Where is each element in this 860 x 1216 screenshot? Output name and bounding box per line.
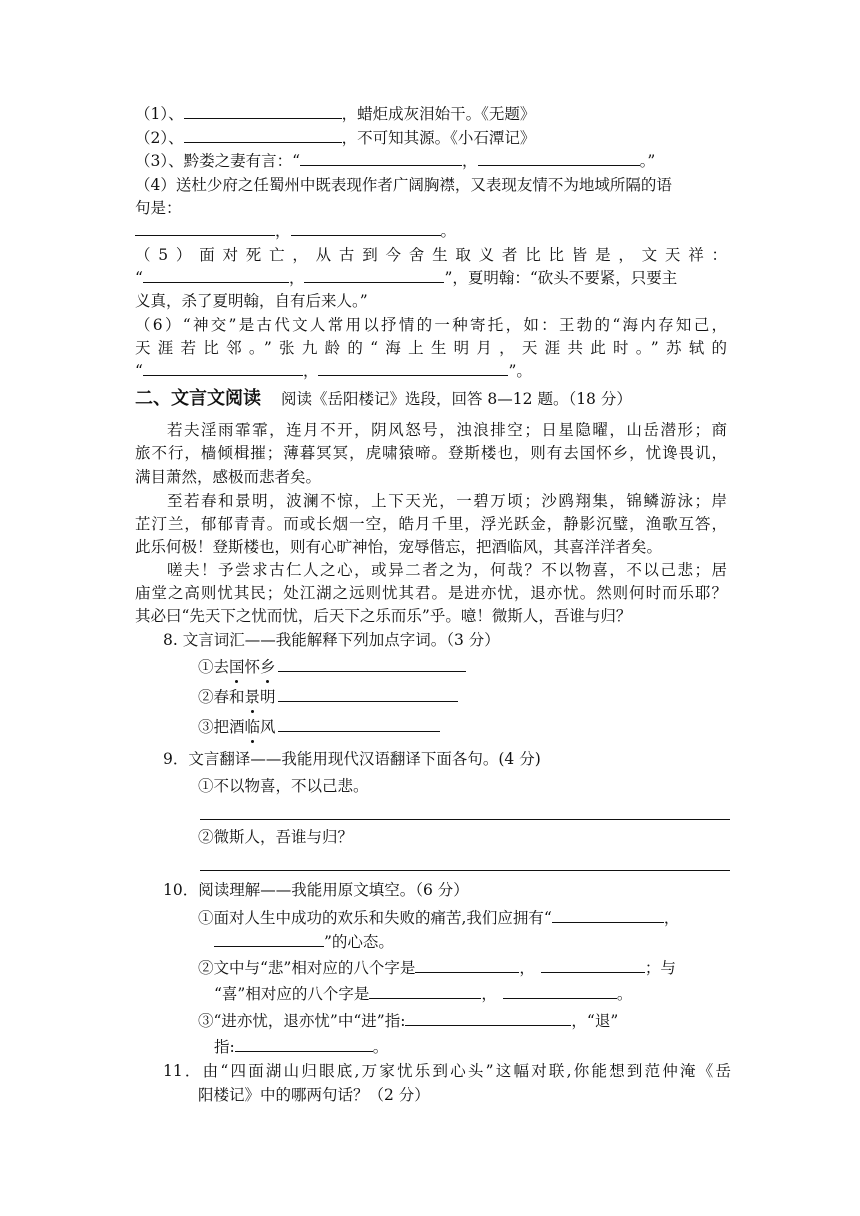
answer-blank[interactable] [184,103,342,119]
q10-c-line1: ③“进亦忧，退亦忧”中“进”指: ，“退” [198,1012,619,1030]
fill-q5-line3: 义真，杀了夏明翰，自有后来人。” [135,292,368,310]
answer-blank[interactable] [135,220,275,236]
q10-a-line1: ①面对人生中成功的欢乐和失败的痛苦,我们应拥有“ ， [198,909,680,927]
q11-line2: 阳楼记》中的哪两句话？（2 分） [198,1086,430,1104]
q10-a-line2: ”的心态。 [214,931,394,953]
answer-blank[interactable] [235,1036,373,1052]
q11-line1: 11．由“四面湖山归眼底,万家忧乐到心头”这幅对联,你能想到范仲淹《岳 [163,1062,731,1080]
answer-blank[interactable] [143,267,289,283]
answer-blank[interactable] [318,360,508,376]
answer-blank[interactable] [278,656,466,672]
answer-blank[interactable] [278,716,440,732]
passage-p2-line1: 至若春和景明，波澜不惊，上下天光，一碧万顷；沙鸥翔集，锦鳞游泳；岸 [167,492,727,510]
fill-q5-line2: “ ， ”，夏明翰：“砍头不要紧，只要主 [135,269,678,287]
answer-blank[interactable] [541,957,645,973]
q9-sentence1: ①不以物喜，不以己悲。 [198,777,369,795]
fill-q6-line3: “ ， ”。 [135,362,532,380]
answer-blank[interactable] [304,267,444,283]
q10-title: 10．阅读理解——我能用原文填空。（6 分） [163,881,469,899]
section-heading: 二、文言文阅读 阅读《岳阳楼记》选段，回答 8—12 题。（18 分） [135,388,632,409]
fill-q1: （1）、 ，蜡炬成灰泪始干。《无题》 [135,105,536,123]
fill-q2: （2）、 ，不可知其源。《小石潭记》 [135,129,536,147]
q8-item1: ①去国怀乡 [198,656,466,678]
answer-blank[interactable] [143,360,303,376]
q8-item3: ③把酒临风 [198,716,440,738]
passage-p2-line2: 芷汀兰，郁郁青青。而或长烟一空，皓月千里，浮光跃金，静影沉璧，渔歌互答， [135,515,727,533]
answer-blank[interactable] [214,931,324,947]
q9-sentence2: ②微斯人，吾谁与归？ [198,828,354,846]
answer-blank[interactable] [300,150,462,166]
answer-blank[interactable] [405,1010,571,1026]
fill-q6-line2: 天涯若比邻。”张九龄的“海上生明月，天涯共此时。”苏轼的 [135,339,727,357]
q10-b-line1: ②文中与“悲”相对应的八个字是 ， ；与 [198,959,676,977]
fill-q4-line1: （4）送杜少府之任蜀州中既表现作者广阔胸襟，又表现友情不为地域所隔的语 [135,176,672,194]
answer-blank[interactable] [184,127,342,143]
passage-p1-line3: 满目萧然，感极而悲者矣。 [135,468,322,486]
q10-b-line2: “喜”相对应的八个字是 ， 。 [214,985,633,1003]
answer-blank[interactable] [503,983,617,999]
answer-blank[interactable] [369,983,481,999]
fill-q5-line1: （5）面对死亡，从古到今舍生取义者比比皆是，文天祥： [135,246,727,264]
q9-title: 9．文言翻译——我能用现代汉语翻译下面各句。(4 分) [163,750,541,768]
q10-c-line2: 指: 。 [214,1038,389,1056]
q8-title: 8. 文言词汇——我能解释下列加点字词。（3 分） [163,631,500,649]
passage-p2-line3: 此乐何极！登斯楼也，则有心旷神怡，宠辱偕忘，把酒临风，其喜洋洋者矣。 [135,538,663,556]
fill-q4-line2: 句是： [135,199,182,217]
fill-q6-line1: （6）“神交”是古代文人常用以抒情的一种寄托，如：王勃的“海内存知己， [135,316,727,334]
passage-p3-line3: 其必曰“先天下之忧而忧，后天下之乐而乐”乎。噫！微斯人，吾谁与归？ [135,607,632,625]
q8-item2: ②春和景明 [198,686,458,708]
answer-blank[interactable] [278,686,458,702]
answer-blank[interactable] [415,957,519,973]
passage-p1-line1: 若夫淫雨霏霏，连月不开，阴风怒号，浊浪排空；日星隐曜，山岳潜形；商 [167,421,727,439]
fill-q3: （3）、黔娄之妻有言：“ ， 。” [135,152,656,170]
passage-p1-line2: 旅不行，樯倾楫摧；薄暮冥冥，虎啸猿啼。登斯楼也，则有去国怀乡，忧谗畏讥， [135,444,727,462]
passage-p3-line2: 庙堂之高则忧其民；处江湖之远则忧其君。是进亦忧，退亦忧。然则何时而乐耶？ [135,584,727,602]
fill-q4-answers: ， 。 [135,220,456,242]
answer-blank[interactable] [552,907,664,923]
passage-p3-line1: 嗟夫！予尝求古仁人之心，或异二者之为，何哉？不以物喜，不以己悲；居 [167,561,727,579]
answer-line[interactable] [200,870,730,871]
answer-blank[interactable] [291,220,441,236]
answer-blank[interactable] [478,150,640,166]
answer-line[interactable] [200,819,730,820]
